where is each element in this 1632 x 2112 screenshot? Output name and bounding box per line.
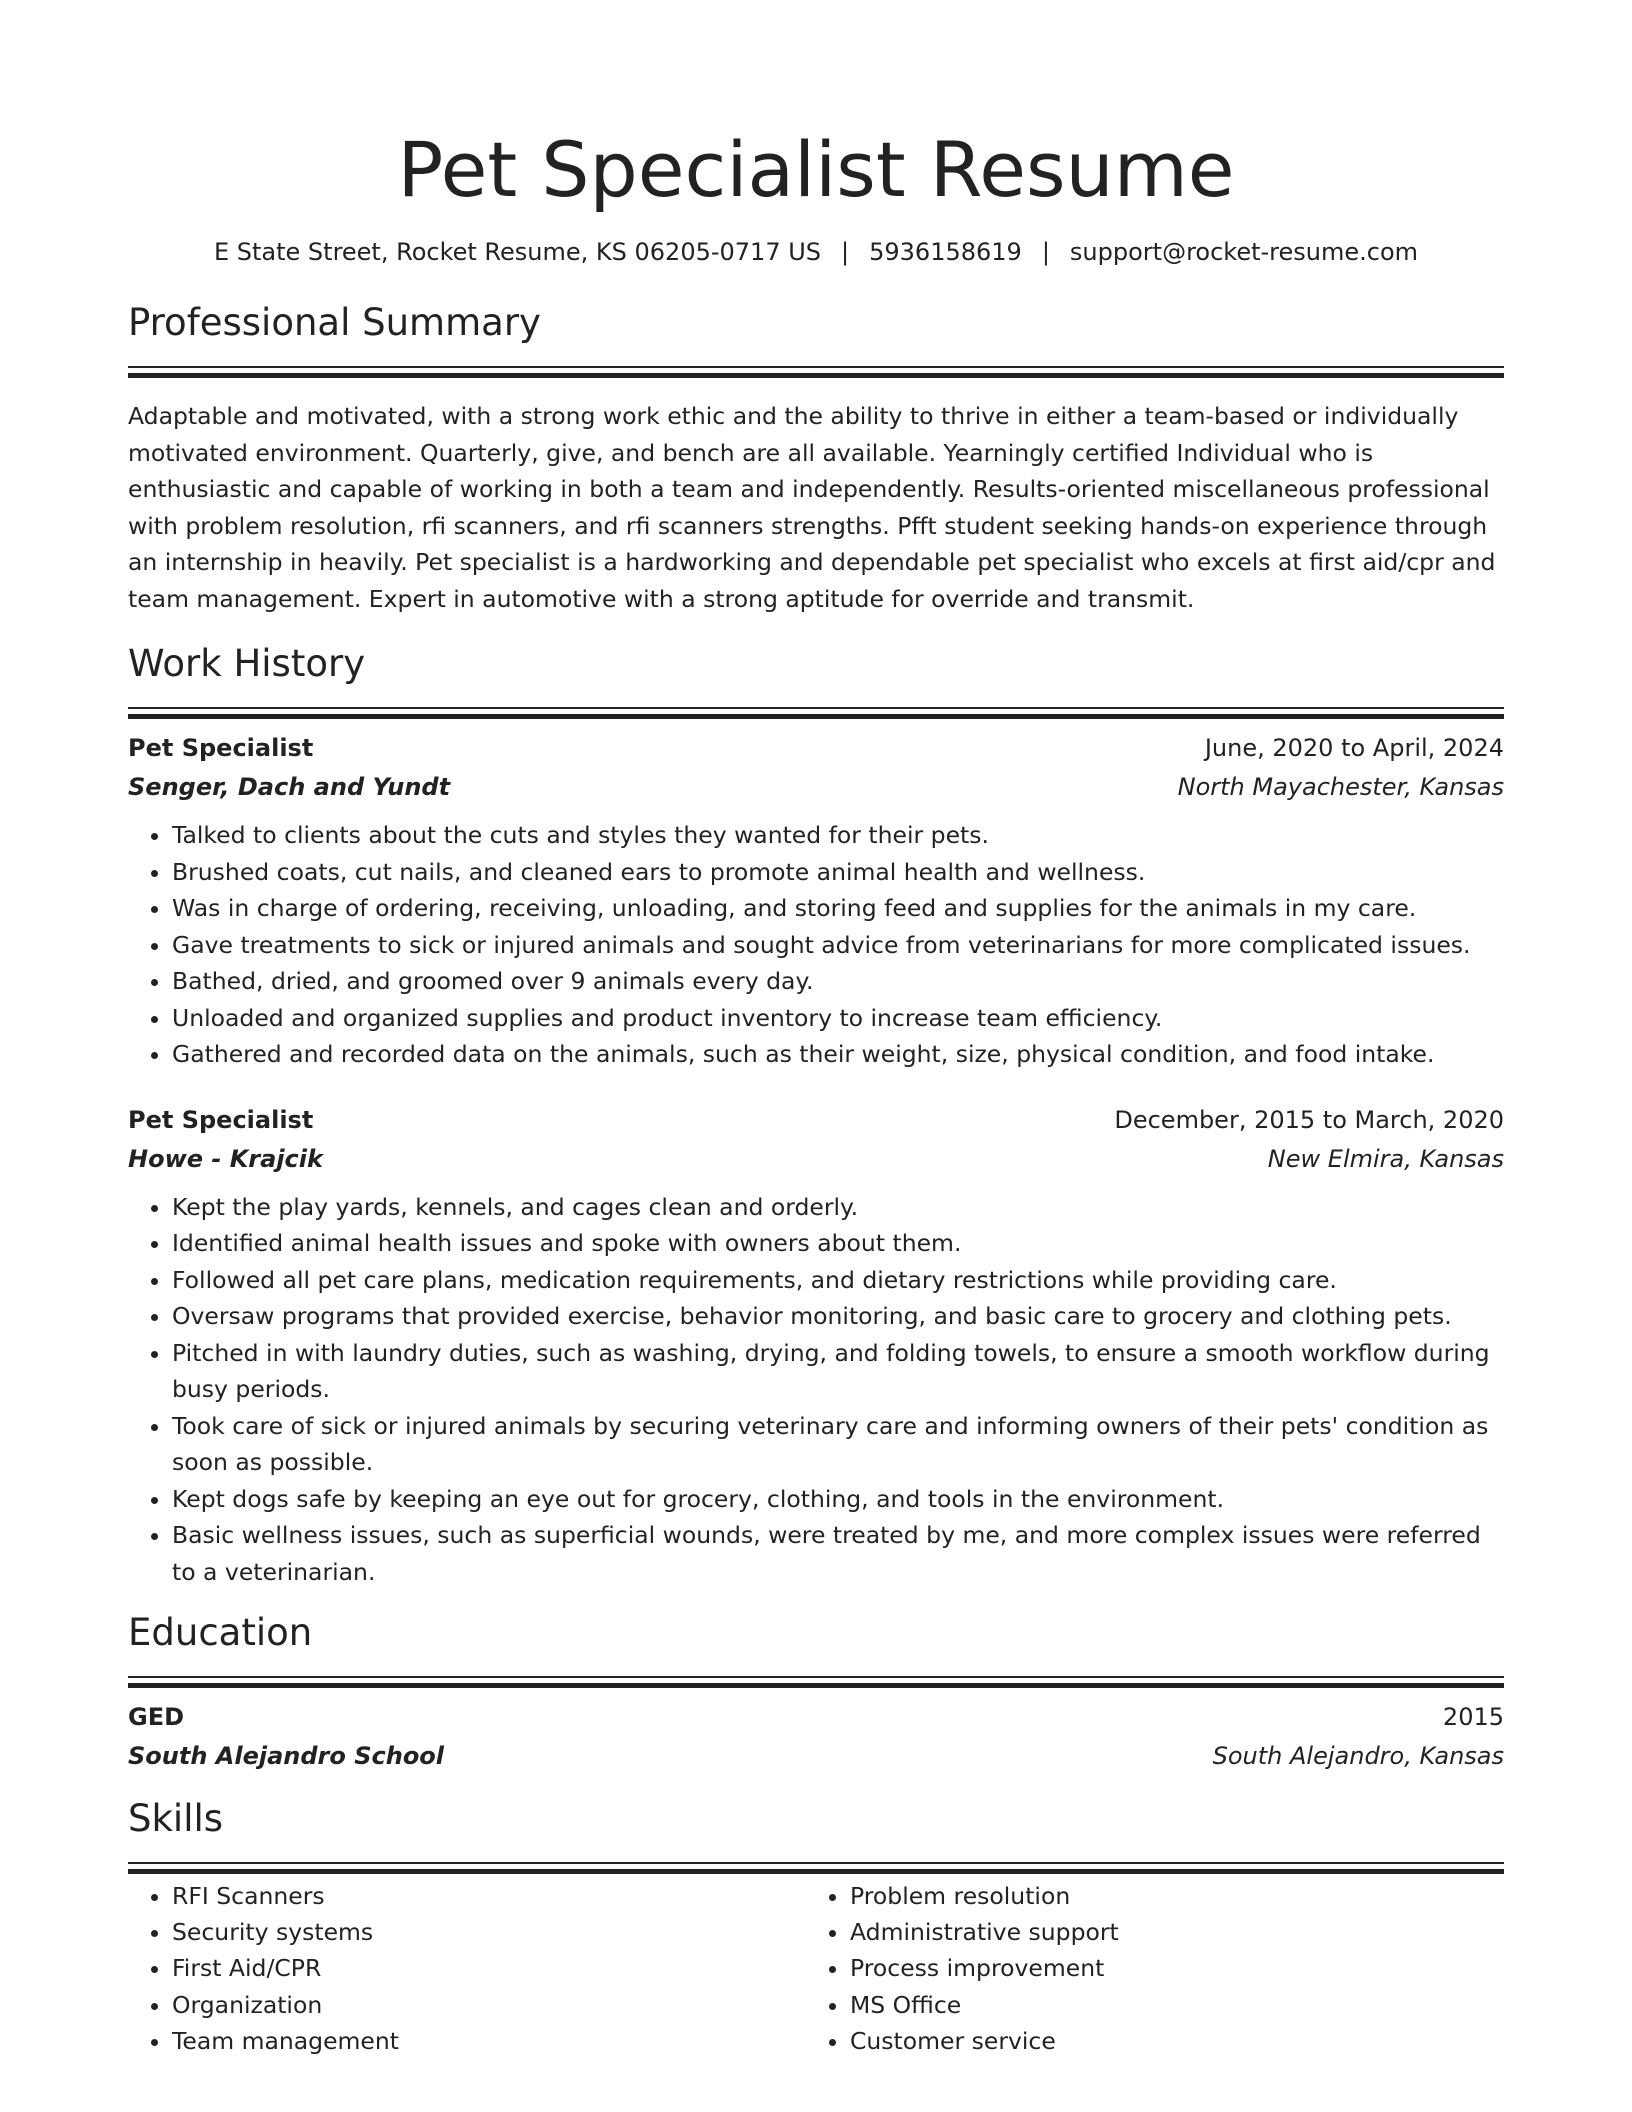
section-divider <box>128 1862 1504 1864</box>
job-bullet: • Pitched in with laundry duties, such as washing, drying, and folding towels, to ensure a smooth workflow during busy periods. <box>172 1335 1504 1408</box>
skills-grid <box>128 1878 1504 2059</box>
skills-section <box>128 1796 1504 2059</box>
job-bullet-list <box>128 817 1504 1073</box>
education-school-row <box>128 1736 1504 1776</box>
education-year: 2015 <box>1442 1703 1504 1731</box>
section-divider <box>128 366 1504 368</box>
job-employer: Senger, Dach and Yundt <box>128 773 451 801</box>
job-bullet: • Kept the play yards, kennels, and cages clean and orderly. <box>172 1189 1504 1226</box>
skills-list-right <box>806 1878 1500 2059</box>
job-bullet: • Bathed, dried, and groomed over 9 animals every day. <box>172 963 1504 1000</box>
job-bullet: • Unloaded and organized supplies and product inventory to increase team efficiency. <box>172 1000 1504 1037</box>
section-heading-summary: Professional Summary <box>128 301 541 344</box>
job-entry <box>128 729 1504 1073</box>
job-bullet: • Kept dogs safe by keeping an eye out for grocery, clothing, and tools in the environment. <box>172 1481 1504 1518</box>
skill-item: • MS Office <box>850 1987 1500 2023</box>
job-dates: June, 2020 to April, 2024 <box>1204 734 1504 762</box>
skill-item: • Process improvement <box>850 1950 1500 1986</box>
job-title: Pet Specialist <box>128 734 314 762</box>
summary-text: Adaptable and motivated, with a strong work ethic and the ability to thrive in either a team-based or individually motivated environment. Quarterly, give, and bench are all available. Yearningly certified Individual who is enthusiastic and capable of working in both a team and independently. Results-oriented miscellaneous professional with problem resolution, rfi scanners, and rfi scanners strengths. Pfft student seeking hands-on experience through an internship in heavily. Pet specialist is a hardworking and dependable pet specialist who excels at first aid/cpr and team management. Expert in automotive with a strong aptitude for override and transmit. <box>128 402 1496 613</box>
skill-item: • Security systems <box>172 1914 806 1950</box>
contact-email: support@rocket-resume.com <box>1069 238 1419 266</box>
job-header-row <box>128 1101 1504 1139</box>
job-location: New Elmira, Kansas <box>1267 1144 1504 1173</box>
section-heading-skills: Skills <box>128 1797 224 1840</box>
skill-item: • Problem resolution <box>850 1878 1500 1914</box>
skill-item: • First Aid/CPR <box>172 1950 806 1986</box>
job-bullet-list <box>128 1189 1504 1591</box>
summary-section <box>128 300 1504 617</box>
job-location: North Mayachester, Kansas <box>1177 773 1504 801</box>
education-section <box>128 1610 1504 1776</box>
job-bullet: • Took care of sick or injured animals by securing veterinary care and informing owners of their pets' condition as soon as possible. <box>172 1408 1504 1481</box>
job-bullet: • Gathered and recorded data on the animals, such as their weight, size, physical condition, and food intake. <box>172 1036 1504 1073</box>
work-history-section <box>128 641 1504 1590</box>
contact-line <box>128 236 1504 268</box>
education-entry <box>128 1698 1504 1776</box>
contact-address: E State Street, Rocket Resume, KS 06205-0717 US <box>213 238 822 266</box>
skill-item: • Customer service <box>850 2023 1500 2059</box>
education-degree: GED <box>128 1703 185 1731</box>
job-bullet: • Talked to clients about the cuts and styles they wanted for their pets. <box>172 817 1504 854</box>
education-location: South Alejandro, Kansas <box>1212 1742 1504 1770</box>
job-header-row <box>128 729 1504 767</box>
job-bullet: • Followed all pet care plans, medication requirements, and dietary restrictions while providing care. <box>172 1262 1504 1299</box>
job-bullet: • Oversaw programs that provided exercise, behavior monitoring, and basic care to grocery and clothing pets. <box>172 1298 1504 1335</box>
resume-page <box>128 0 1504 2059</box>
job-bullet: • Identified animal health issues and spoke with owners about them. <box>172 1225 1504 1262</box>
job-employer: Howe - Krajcik <box>128 1144 323 1173</box>
skill-item: • Team management <box>172 2023 806 2059</box>
job-bullet: • Brushed coats, cut nails, and cleaned ears to promote animal health and wellness. <box>172 854 1504 891</box>
section-heading-work-history: Work History <box>128 642 366 685</box>
skill-item: • RFI Scanners <box>172 1878 806 1914</box>
section-divider <box>128 1676 1504 1678</box>
section-heading-education: Education <box>128 1611 313 1654</box>
job-employer-row <box>128 1139 1504 1179</box>
job-bullet: • Basic wellness issues, such as superficial wounds, were treated by me, and more complex issues were referred to a veterinarian. <box>172 1517 1504 1590</box>
section-divider <box>128 707 1504 709</box>
contact-separator: | <box>841 238 850 266</box>
resume-title: Pet Specialist Resume <box>397 125 1235 214</box>
education-header-row <box>128 1698 1504 1736</box>
contact-separator: | <box>1041 238 1050 266</box>
job-bullet: • Was in charge of ordering, receiving, unloading, and storing feed and supplies for the animals in my care. <box>172 890 1504 927</box>
job-dates: December, 2015 to March, 2020 <box>1114 1105 1504 1134</box>
skill-item: • Organization <box>172 1987 806 2023</box>
education-school: South Alejandro School <box>128 1742 445 1770</box>
job-entry <box>128 1101 1504 1591</box>
skill-item: • Administrative support <box>850 1914 1500 1950</box>
job-employer-row <box>128 767 1504 807</box>
job-bullet: • Gave treatments to sick or injured animals and sought advice from veterinarians for more complicated issues. <box>172 927 1504 964</box>
job-title: Pet Specialist <box>128 1105 314 1134</box>
contact-phone: 5936158619 <box>869 238 1022 266</box>
skills-list-left <box>128 1878 806 2059</box>
